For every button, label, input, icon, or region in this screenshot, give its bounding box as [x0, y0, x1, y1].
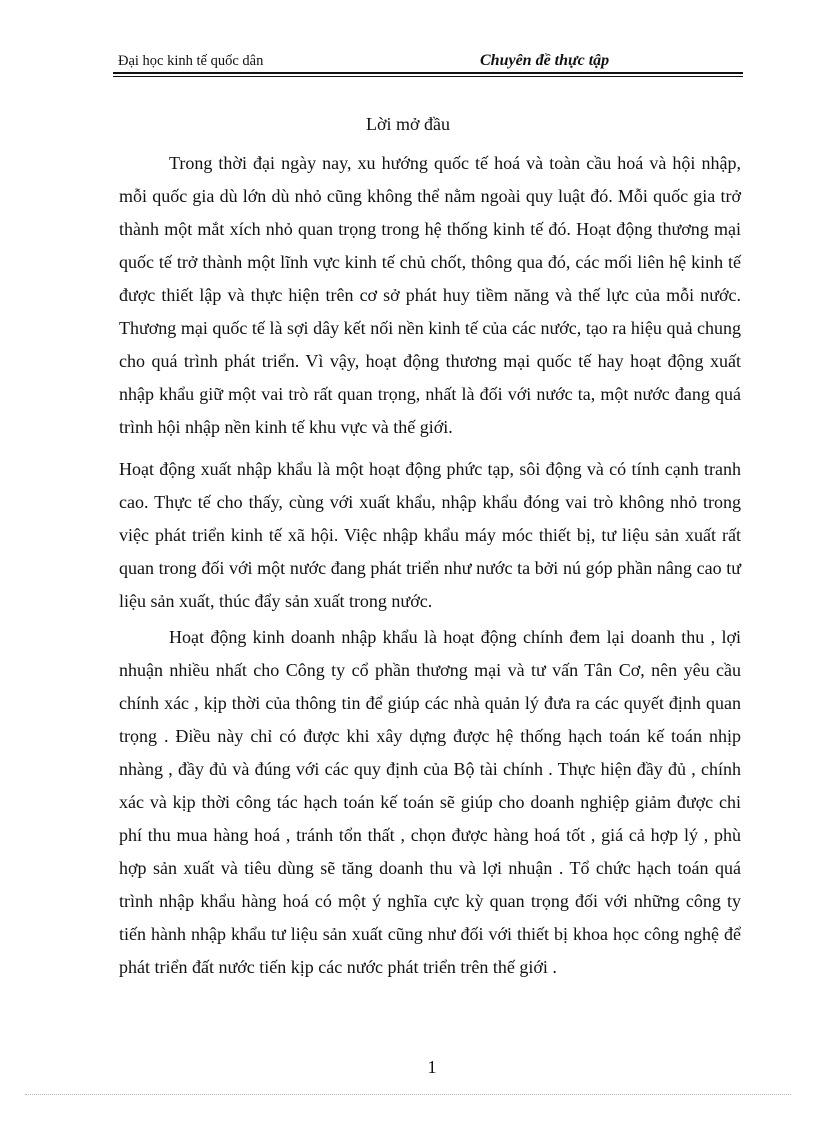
header-rule	[113, 72, 743, 74]
header-rule-thin	[113, 76, 743, 77]
paragraph-3: Hoạt động kinh doanh nhập khẩu là hoạt động chính đem lại doanh thu , lợi nhuận nhiều nhất cho Công ty cổ phần thương mại và tư vấn Tân Cơ, nên yêu cầu chính xác , kịp thời của thông tin để giúp các nhà quản lý đưa ra các quyết định quan trọng . Điều này chỉ có được khi xây dựng được hệ thống hạch toán kế toán nhịp nhàng , đầy đủ và đúng với các quy định của Bộ tài chính . Thực hiện đầy đủ , chính xác và kịp thời công tác hạch toán kế toán sẽ giúp cho doanh nghiệp giảm được chi phí thu mua hàng hoá , tránh tổn thất , chọn được hàng hoá tốt , giá cả hợp lý , phù hợp sản xuất và tiêu dùng sẽ tăng doanh thu và lợi nhuận . Tổ chức hạch toán quá trình nhập khẩu hàng hoá có một ý nghĩa cực kỳ quan trọng đối với những công ty tiến hành nhập khẩu tư liệu sản xuất cũng như đối với thiết bị khoa học công nghệ để phát triển đất nước tiến kịp các nước phát triển trên thế giới .	[119, 627, 741, 977]
page-number: 1	[427, 1057, 437, 1077]
paragraph-1: Trong thời đại ngày nay, xu hướng quốc tế hoá và toàn cầu hoá và hội nhập, mỗi quốc gia dù lớn dù nhỏ cũng không thể nằm ngoài quy luật đó. Mỗi quốc gia trở thành một mắt xích nhỏ quan trọng trong hệ thống kinh tế đó. Hoạt động thương mại quốc tế trở thành một lĩnh vực kinh tế chủ chốt, thông qua đó, các mối liên hệ kinh tế được thiết lập và thực hiện trên cơ sở phát huy tiềm năng và thế lực của mỗi nước. Thương mại quốc tế là sợi dây kết nối nền kinh tế của các nước, tạo ra hiệu quả chung cho quá trình phát triển. Vì vậy, hoạt động thương mại quốc tế hay hoạt động xuất nhập khẩu giữ một vai trò rất quan trọng, nhất là đối với nước ta, một nước đang quá trình hội nhập nền kinh tế khu vực và thế giới.	[119, 153, 741, 437]
header-right-text: Chuyên đề thực tập	[480, 52, 610, 69]
page-bottom-border	[25, 1094, 791, 1095]
paragraph-2: Hoạt động xuất nhập khẩu là một hoạt động phức tạp, sôi động và có tính cạnh tranh cao. Thực tế cho thấy, cùng với xuất khẩu, nhập khẩu đóng vai trò không nhỏ trong việc phát triển kinh tế xã hội. Việc nhập khẩu máy móc thiết bị, tư liệu sản xuất rất quan trong đối với một nước đang phát triển như nước ta bởi nú góp phần nâng cao tư liệu sản xuất, thúc đẩy sản xuất trong nước.	[119, 459, 741, 611]
page-title: Lời mở đầu	[365, 114, 451, 134]
header-left-text: Đại học kinh tế quốc dân	[118, 53, 264, 69]
